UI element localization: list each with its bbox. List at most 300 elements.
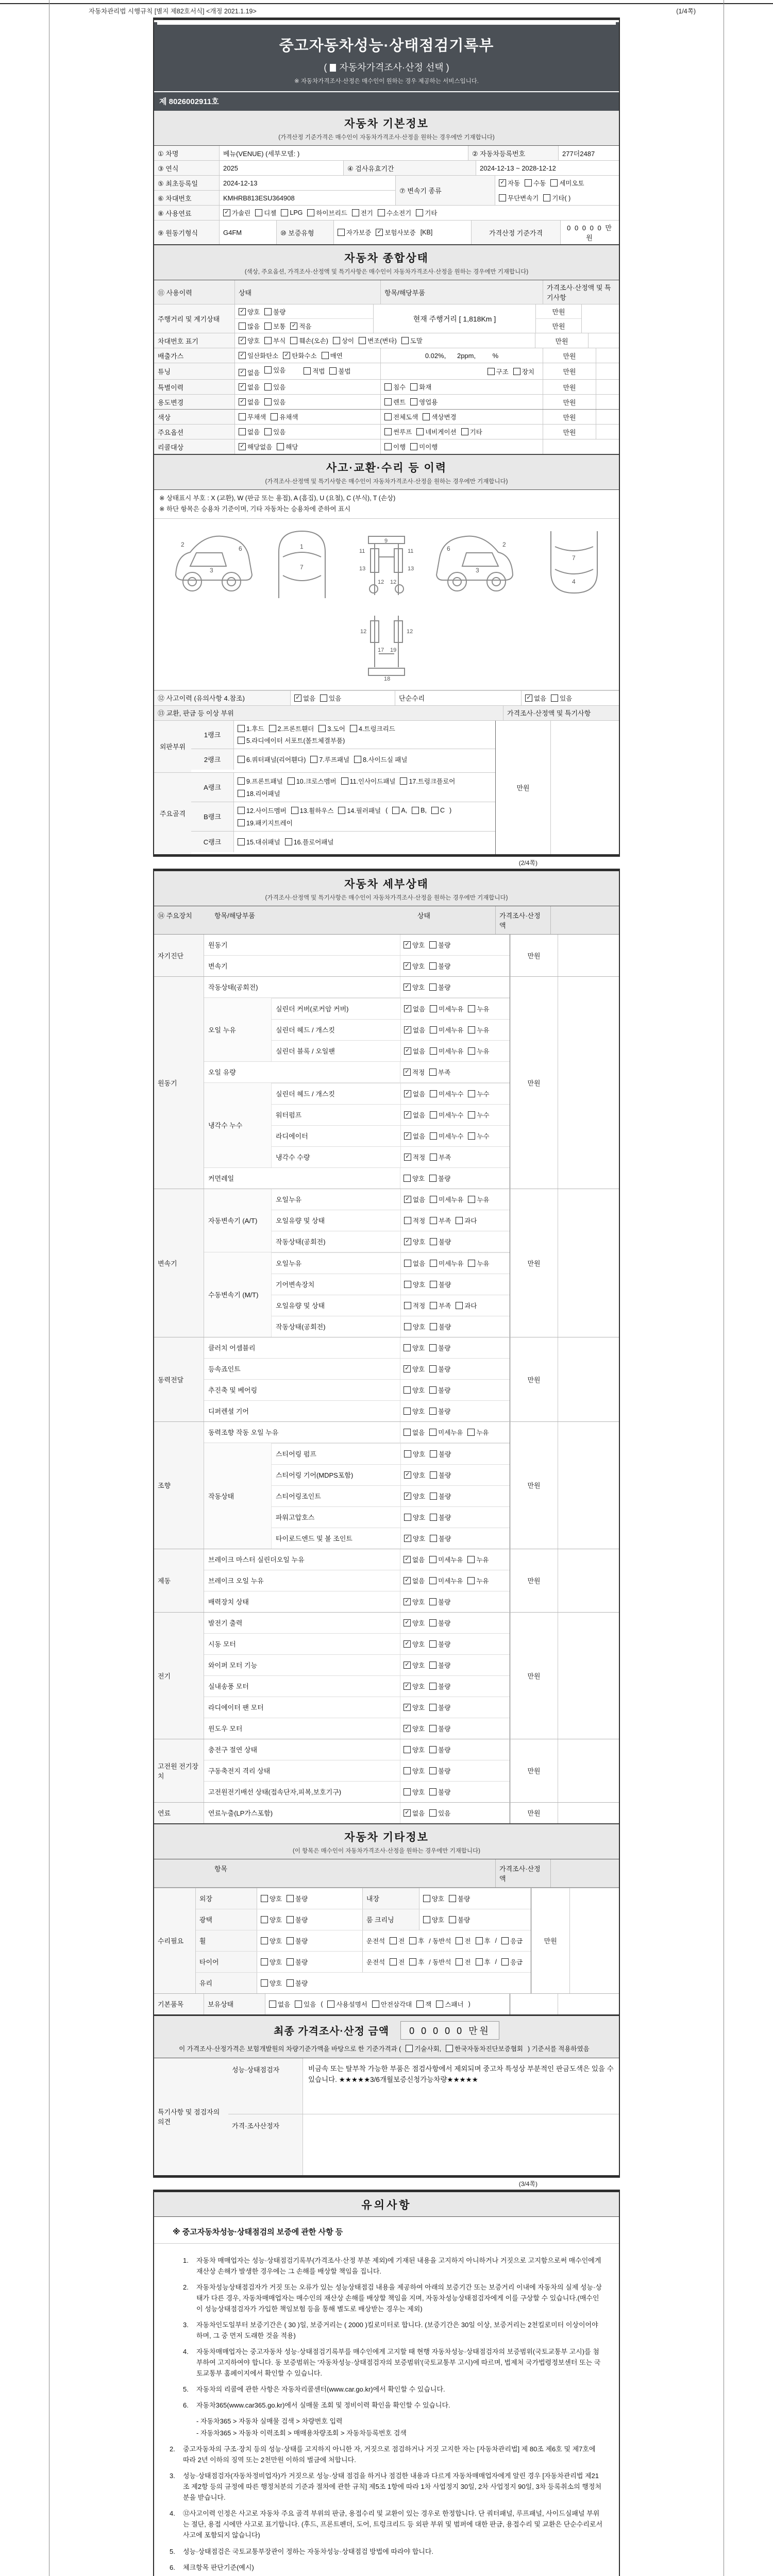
checkbox-label: 전 bbox=[398, 1937, 405, 1945]
svg-text:13: 13 bbox=[408, 565, 414, 572]
field-vin: ⑥ 차대번호 bbox=[154, 191, 219, 205]
checkbox[interactable] bbox=[429, 1577, 436, 1584]
check-item bbox=[310, 755, 349, 764]
room-cleaning-label: 룸 크리닝 bbox=[362, 1909, 419, 1930]
notes-cell bbox=[596, 363, 619, 379]
checkbox[interactable] bbox=[501, 1958, 509, 1965]
checkbox[interactable] bbox=[404, 1704, 411, 1711]
checkbox[interactable] bbox=[238, 790, 245, 797]
checkbox[interactable] bbox=[429, 1365, 436, 1372]
checkbox-label: 후 bbox=[418, 1958, 425, 1966]
status-checks bbox=[400, 1655, 510, 1675]
checkbox[interactable] bbox=[476, 1937, 483, 1944]
checkbox[interactable] bbox=[378, 209, 385, 216]
checkbox[interactable] bbox=[404, 1408, 411, 1415]
checkbox[interactable] bbox=[430, 1514, 437, 1521]
checkbox[interactable] bbox=[410, 398, 417, 405]
checkbox-label: 없음 bbox=[413, 1260, 426, 1267]
checkbox[interactable] bbox=[404, 1471, 411, 1479]
checkbox[interactable] bbox=[410, 383, 417, 391]
checkbox-label: 부족 bbox=[439, 1217, 451, 1225]
checkbox[interactable] bbox=[499, 194, 506, 201]
checkbox[interactable] bbox=[239, 308, 246, 315]
checkbox[interactable] bbox=[430, 1154, 437, 1161]
checkbox[interactable] bbox=[404, 1577, 411, 1584]
svg-text:17: 17 bbox=[378, 647, 384, 653]
checkbox[interactable] bbox=[239, 398, 246, 405]
checkbox[interactable] bbox=[488, 368, 495, 375]
check-item bbox=[238, 818, 293, 827]
checkbox[interactable] bbox=[404, 1344, 411, 1351]
checkbox-label: 7.루프패널 bbox=[319, 756, 350, 764]
checkbox[interactable] bbox=[404, 1619, 411, 1626]
checkbox[interactable] bbox=[456, 1937, 463, 1944]
check-item bbox=[429, 1428, 463, 1437]
checkbox[interactable] bbox=[238, 838, 245, 845]
notice-item: 2. 중고자동차의 구조·장치 등의 성능·상태를 고지하지 아니한 자, 거짓으로 점검하거나 거짓 고지한 자는 [자동차관리법] 제 80조 제6호 및 제7호에 따라 2년 이하의 징역 또는 2천만원 이하의 벌금에 처합니다. bbox=[170, 2445, 596, 2464]
checkbox[interactable] bbox=[269, 725, 276, 732]
checkbox[interactable] bbox=[467, 1577, 475, 1584]
checkbox-label: 가솔린 bbox=[232, 210, 251, 217]
checkbox[interactable] bbox=[431, 807, 439, 814]
checkbox[interactable] bbox=[429, 1386, 436, 1394]
checkbox-label: 불량 bbox=[438, 1598, 451, 1606]
svg-text:7: 7 bbox=[572, 554, 576, 562]
checkbox-label: 일산화탄소 bbox=[247, 352, 279, 360]
notice-item: 3. 성능·상태점검자(자동차정비업자)가 거짓으로 성능·상태 점검을 하거나 점검한 내용과 다르게 자동차매매업자에게 알린 경우 [자동차관리법 제21조 제2항 등의 규정에 따른 행정처분의 기준과 절차에 관한 규칙] 제5조 1항에 따라 1차 사업정지 30일, 2차 사업정지 90일, 3차 등록취소의 행정처분을 받습니다. bbox=[170, 2472, 601, 2502]
etc-note: (이 항목은 매수인이 자동차가격조사·산정을 원하는 경우에만 기재합니다) bbox=[293, 1848, 480, 1854]
checkbox[interactable] bbox=[429, 1175, 436, 1182]
checkbox[interactable] bbox=[376, 229, 383, 236]
room-cleaning-checks bbox=[419, 1909, 531, 1930]
checkbox[interactable] bbox=[404, 1809, 411, 1817]
checkbox[interactable] bbox=[409, 1958, 416, 1965]
notes-cell bbox=[558, 1803, 619, 1823]
checkbox[interactable] bbox=[333, 337, 340, 344]
checkbox[interactable] bbox=[401, 337, 409, 344]
checkbox[interactable] bbox=[404, 1598, 411, 1605]
checkbox[interactable] bbox=[430, 1132, 437, 1140]
checkbox[interactable] bbox=[384, 428, 392, 435]
checkbox[interactable] bbox=[239, 383, 246, 391]
checkbox[interactable] bbox=[310, 756, 317, 763]
item-label: 작동상태(공회전) bbox=[276, 1323, 326, 1331]
price-cell: 만원 bbox=[543, 425, 596, 439]
checkbox[interactable] bbox=[429, 1598, 436, 1605]
status-checks bbox=[400, 1105, 510, 1125]
checkbox[interactable] bbox=[429, 1662, 436, 1669]
checkbox[interactable] bbox=[501, 1937, 509, 1944]
checkbox[interactable] bbox=[429, 1767, 436, 1774]
checkbox[interactable] bbox=[295, 2001, 302, 2008]
rankA-label: A랭크 bbox=[191, 773, 233, 802]
checkbox-label: 불량 bbox=[438, 1619, 451, 1627]
checkbox[interactable] bbox=[329, 367, 337, 375]
checkbox-label: 기술사회, bbox=[414, 2045, 442, 2053]
checkbox[interactable] bbox=[404, 1662, 411, 1669]
checkbox[interactable] bbox=[430, 1302, 437, 1309]
checkbox[interactable] bbox=[239, 337, 246, 344]
checkbox[interactable] bbox=[285, 838, 292, 845]
checkbox[interactable] bbox=[404, 1556, 411, 1563]
checkbox-label: 있음 bbox=[304, 2001, 316, 2008]
checkbox[interactable] bbox=[290, 337, 297, 344]
checkbox[interactable] bbox=[429, 1683, 436, 1690]
checkbox[interactable] bbox=[499, 179, 506, 187]
status-checks bbox=[400, 1231, 510, 1252]
checkbox[interactable] bbox=[430, 1450, 437, 1458]
checkbox[interactable] bbox=[412, 807, 419, 814]
checkbox[interactable] bbox=[327, 2001, 334, 2008]
checkbox[interactable] bbox=[429, 1556, 436, 1563]
checkbox[interactable] bbox=[271, 413, 278, 420]
checkbox[interactable] bbox=[359, 337, 366, 344]
checkbox[interactable] bbox=[468, 1132, 475, 1140]
checkbox[interactable] bbox=[404, 1767, 411, 1774]
checkbox[interactable] bbox=[404, 1132, 411, 1140]
checkbox[interactable] bbox=[338, 229, 345, 236]
checkbox[interactable] bbox=[404, 962, 411, 970]
checkbox[interactable] bbox=[239, 352, 246, 359]
checkbox[interactable] bbox=[429, 1619, 436, 1626]
checkbox[interactable] bbox=[404, 1746, 411, 1753]
checkbox[interactable] bbox=[404, 1429, 411, 1436]
checkbox[interactable] bbox=[430, 1090, 437, 1097]
checkbox[interactable] bbox=[525, 179, 532, 187]
svg-text:12: 12 bbox=[378, 579, 384, 585]
checkbox[interactable] bbox=[400, 777, 407, 785]
checkbox[interactable] bbox=[429, 1429, 436, 1436]
checkbox[interactable] bbox=[409, 1937, 416, 1944]
checkbox[interactable] bbox=[287, 1958, 294, 1965]
checkbox[interactable] bbox=[416, 428, 424, 435]
checkbox[interactable] bbox=[404, 1640, 411, 1648]
checkbox-label: 미세누유 bbox=[439, 1026, 464, 1034]
simple-repair-label: 단순수리 bbox=[395, 691, 521, 705]
inspection-row bbox=[204, 1167, 510, 1189]
checkbox[interactable] bbox=[318, 725, 326, 732]
checkbox[interactable] bbox=[239, 428, 246, 435]
checkbox[interactable] bbox=[430, 1217, 437, 1224]
checkbox[interactable] bbox=[261, 1958, 268, 1965]
checkbox[interactable] bbox=[429, 984, 436, 991]
checkbox[interactable] bbox=[468, 1026, 475, 1033]
checkbox[interactable] bbox=[404, 1281, 411, 1288]
checkbox[interactable] bbox=[449, 1895, 456, 1902]
checkbox[interactable] bbox=[468, 1111, 475, 1118]
checkbox[interactable] bbox=[550, 179, 558, 187]
checkbox-label: 없음 bbox=[247, 399, 260, 406]
checkbox[interactable] bbox=[320, 694, 327, 702]
checkbox[interactable] bbox=[416, 2001, 424, 2008]
checkbox[interactable] bbox=[404, 1069, 411, 1076]
checkbox[interactable] bbox=[430, 1026, 437, 1033]
checkbox[interactable] bbox=[423, 1895, 430, 1902]
checkbox[interactable] bbox=[446, 2045, 453, 2052]
checkbox[interactable] bbox=[404, 1323, 411, 1330]
checkbox[interactable] bbox=[223, 209, 230, 216]
checkbox[interactable] bbox=[384, 383, 392, 391]
check-item bbox=[404, 1025, 425, 1035]
checkbox[interactable] bbox=[338, 807, 345, 814]
checkbox[interactable] bbox=[287, 1937, 294, 1944]
checkbox[interactable] bbox=[255, 209, 262, 216]
checkbox[interactable] bbox=[404, 1260, 411, 1267]
checkbox[interactable] bbox=[404, 1047, 411, 1055]
checkbox[interactable] bbox=[307, 209, 314, 216]
check-item bbox=[261, 1936, 282, 1945]
check-item bbox=[429, 1385, 450, 1395]
checkbox[interactable] bbox=[264, 308, 272, 315]
checkbox[interactable] bbox=[429, 1344, 436, 1351]
check-item bbox=[429, 961, 450, 971]
checkbox[interactable] bbox=[429, 1809, 436, 1817]
check-item bbox=[461, 427, 482, 436]
checkbox-label: 양호 bbox=[269, 1916, 282, 1924]
check-item bbox=[456, 1936, 470, 1945]
checkbox[interactable] bbox=[404, 1217, 411, 1224]
checkbox[interactable] bbox=[423, 1916, 430, 1923]
checkbox[interactable] bbox=[468, 1196, 475, 1203]
checkbox[interactable] bbox=[384, 443, 392, 450]
checkbox[interactable] bbox=[429, 1746, 436, 1753]
checkbox[interactable] bbox=[429, 1788, 436, 1795]
checkbox[interactable] bbox=[291, 807, 298, 814]
checkbox-label: 없음 bbox=[412, 1809, 425, 1817]
check-item bbox=[456, 1301, 477, 1310]
checkbox[interactable] bbox=[404, 1005, 411, 1012]
checkbox[interactable] bbox=[277, 443, 284, 450]
checkbox[interactable] bbox=[281, 209, 288, 216]
checkbox[interactable] bbox=[341, 777, 348, 785]
checkbox[interactable] bbox=[430, 1238, 437, 1245]
checkbox[interactable] bbox=[468, 1090, 475, 1097]
checkbox-label: 양호 bbox=[412, 984, 425, 991]
checkbox[interactable] bbox=[404, 1514, 411, 1521]
checkbox[interactable] bbox=[264, 428, 272, 435]
check-item bbox=[429, 1067, 450, 1077]
checkbox-label: ) 기준서를 적용하였음 bbox=[527, 2045, 590, 2053]
status-checks bbox=[400, 1337, 510, 1358]
notices-title: 유의사항 bbox=[361, 2199, 412, 2211]
checkbox[interactable] bbox=[404, 941, 411, 948]
checkbox-label: 불량 bbox=[438, 1725, 451, 1733]
checkbox[interactable] bbox=[264, 398, 272, 405]
checkbox[interactable] bbox=[390, 1937, 397, 1944]
options-kind-checks bbox=[380, 425, 543, 439]
checkbox[interactable] bbox=[288, 777, 295, 785]
checkbox[interactable] bbox=[261, 1979, 268, 1987]
checkbox[interactable] bbox=[350, 725, 357, 732]
checkbox-label: 적정 bbox=[413, 1302, 426, 1310]
checkbox[interactable] bbox=[404, 1196, 411, 1203]
history-legend-basis: ※ 하단 항목은 승용차 기준이며, 기타 자동차는 승용차에 준하여 표시 bbox=[159, 505, 351, 513]
checkbox[interactable] bbox=[429, 962, 436, 970]
checkbox[interactable] bbox=[404, 1365, 411, 1372]
inspection-row bbox=[204, 955, 510, 976]
checkbox[interactable] bbox=[429, 1640, 436, 1648]
checkbox[interactable] bbox=[404, 1111, 411, 1118]
checkbox[interactable] bbox=[476, 1958, 483, 1965]
checkbox[interactable] bbox=[384, 413, 392, 420]
inspection-row bbox=[272, 1231, 510, 1252]
checkbox[interactable] bbox=[404, 1788, 411, 1795]
check-item bbox=[430, 1195, 463, 1204]
checkbox-label: / bbox=[495, 1958, 497, 1965]
checkbox[interactable] bbox=[290, 323, 297, 330]
checkbox[interactable] bbox=[264, 366, 272, 374]
checkbox-label: 양호 bbox=[412, 1365, 425, 1373]
checkbox[interactable] bbox=[239, 443, 246, 450]
checkbox[interactable] bbox=[238, 819, 245, 826]
checkbox[interactable] bbox=[287, 1916, 294, 1923]
checkbox[interactable] bbox=[456, 1217, 463, 1224]
checkbox[interactable] bbox=[410, 443, 417, 450]
check-item bbox=[430, 1470, 451, 1480]
checkbox-label: 양호 bbox=[412, 1175, 425, 1182]
etc-header bbox=[154, 1823, 619, 1859]
check-item bbox=[525, 693, 546, 703]
checkbox-label: 보통 bbox=[273, 323, 286, 330]
checkbox[interactable] bbox=[456, 1302, 463, 1309]
checkbox[interactable] bbox=[354, 756, 361, 763]
checkbox[interactable] bbox=[238, 737, 245, 744]
checkbox[interactable] bbox=[239, 369, 246, 376]
checkbox[interactable] bbox=[390, 1958, 397, 1965]
notice-subitem: - 자동차365 > 자동차 실매물 검색 > 차량번호 입력 bbox=[196, 2417, 343, 2426]
checkbox[interactable] bbox=[467, 1556, 475, 1563]
checkbox[interactable] bbox=[239, 413, 246, 420]
checkbox[interactable] bbox=[261, 1937, 268, 1944]
checkbox[interactable] bbox=[430, 1111, 437, 1118]
checkbox[interactable] bbox=[467, 1429, 475, 1436]
svg-text:3: 3 bbox=[476, 566, 479, 574]
checkbox[interactable] bbox=[456, 1958, 463, 1965]
inspection-row bbox=[204, 1400, 510, 1421]
checkbox[interactable] bbox=[423, 413, 430, 420]
checkbox[interactable] bbox=[430, 1535, 437, 1542]
checkbox[interactable] bbox=[352, 209, 359, 216]
checkbox[interactable] bbox=[429, 1704, 436, 1711]
checkbox[interactable] bbox=[264, 337, 272, 344]
svg-text:2: 2 bbox=[502, 540, 506, 548]
checkbox[interactable] bbox=[436, 2001, 443, 2008]
checkbox[interactable] bbox=[264, 323, 272, 330]
checkbox[interactable] bbox=[430, 1196, 437, 1203]
rankC-checks bbox=[233, 832, 495, 852]
checkbox[interactable] bbox=[468, 1005, 475, 1012]
checkbox-label: 양호 bbox=[247, 337, 260, 345]
checkbox[interactable] bbox=[430, 1260, 437, 1267]
checkbox[interactable] bbox=[525, 694, 532, 702]
checkbox[interactable] bbox=[404, 1683, 411, 1690]
checkbox-label: 있음 bbox=[273, 429, 286, 436]
checkbox[interactable] bbox=[430, 1281, 437, 1288]
checkbox[interactable] bbox=[269, 2001, 276, 2008]
checkbox[interactable] bbox=[404, 1175, 411, 1182]
checkbox[interactable] bbox=[384, 398, 392, 405]
checkbox-label: 불량 bbox=[438, 1386, 451, 1394]
checkbox[interactable] bbox=[261, 1895, 268, 1902]
checkbox[interactable] bbox=[264, 383, 272, 391]
checkbox[interactable] bbox=[404, 1090, 411, 1097]
repair-needed-group bbox=[154, 1888, 619, 1993]
checkbox[interactable] bbox=[239, 323, 246, 330]
checkbox[interactable] bbox=[238, 756, 245, 763]
checkbox[interactable] bbox=[430, 1323, 437, 1330]
checkbox[interactable] bbox=[404, 1386, 411, 1394]
checkbox[interactable] bbox=[392, 807, 399, 814]
check-item bbox=[376, 228, 415, 237]
check-item bbox=[429, 1576, 463, 1585]
subgroup-name: 수동변속기 (M/T) bbox=[204, 1252, 271, 1337]
checkbox[interactable] bbox=[430, 1005, 437, 1012]
checkbox[interactable] bbox=[406, 2045, 413, 2052]
checkbox[interactable] bbox=[429, 1725, 436, 1732]
checkbox[interactable] bbox=[283, 352, 290, 359]
checkbox[interactable] bbox=[404, 1493, 411, 1500]
possession-label: 보유상태 bbox=[204, 1994, 265, 2014]
special-history-kind-checks bbox=[380, 380, 543, 394]
checkbox[interactable] bbox=[429, 1069, 436, 1076]
check-item bbox=[384, 442, 406, 451]
check-item bbox=[468, 1004, 489, 1013]
inspection-row bbox=[272, 1146, 510, 1167]
check-item bbox=[384, 427, 412, 436]
checkbox[interactable] bbox=[404, 1154, 411, 1161]
checkbox[interactable] bbox=[294, 694, 301, 702]
checkbox[interactable] bbox=[404, 1302, 411, 1309]
checkbox[interactable] bbox=[322, 352, 329, 359]
checkbox[interactable] bbox=[543, 194, 550, 201]
checkbox[interactable] bbox=[404, 1725, 411, 1732]
checkbox[interactable] bbox=[468, 1260, 475, 1267]
checkbox[interactable] bbox=[304, 367, 311, 375]
checkbox[interactable] bbox=[416, 209, 423, 216]
checkbox[interactable] bbox=[429, 1408, 436, 1415]
checkbox[interactable] bbox=[238, 807, 245, 814]
checkbox[interactable] bbox=[430, 1471, 437, 1479]
checkbox-label: LPG bbox=[290, 209, 303, 216]
checkbox[interactable] bbox=[430, 1493, 437, 1500]
checkbox[interactable] bbox=[404, 984, 411, 991]
checkbox[interactable] bbox=[404, 1238, 411, 1245]
price-cell: 만원 bbox=[510, 935, 558, 976]
checkbox[interactable] bbox=[449, 1916, 456, 1923]
checkbox[interactable] bbox=[468, 1047, 475, 1055]
checkbox[interactable] bbox=[430, 1047, 437, 1055]
checkbox[interactable] bbox=[513, 368, 520, 375]
checkbox[interactable] bbox=[287, 1895, 294, 1902]
checkbox[interactable] bbox=[372, 2001, 379, 2008]
inspection-row bbox=[204, 1337, 510, 1358]
checkbox[interactable] bbox=[551, 694, 558, 702]
checkbox[interactable] bbox=[404, 1450, 411, 1458]
checkbox-label: 없음 bbox=[413, 1196, 426, 1204]
tuning-legal-checks bbox=[304, 366, 355, 376]
check-item bbox=[264, 321, 285, 331]
checkbox[interactable] bbox=[238, 777, 245, 785]
checkbox[interactable] bbox=[404, 1535, 411, 1542]
checkbox[interactable] bbox=[287, 1979, 294, 1987]
checkbox[interactable] bbox=[404, 1026, 411, 1033]
checkbox[interactable] bbox=[461, 428, 468, 435]
checkbox[interactable] bbox=[238, 725, 245, 732]
checkbox[interactable] bbox=[261, 1916, 268, 1923]
checkbox-label: 12.사이드멤버 bbox=[246, 807, 287, 815]
checkbox[interactable] bbox=[429, 941, 436, 948]
status-checks bbox=[400, 1316, 510, 1337]
